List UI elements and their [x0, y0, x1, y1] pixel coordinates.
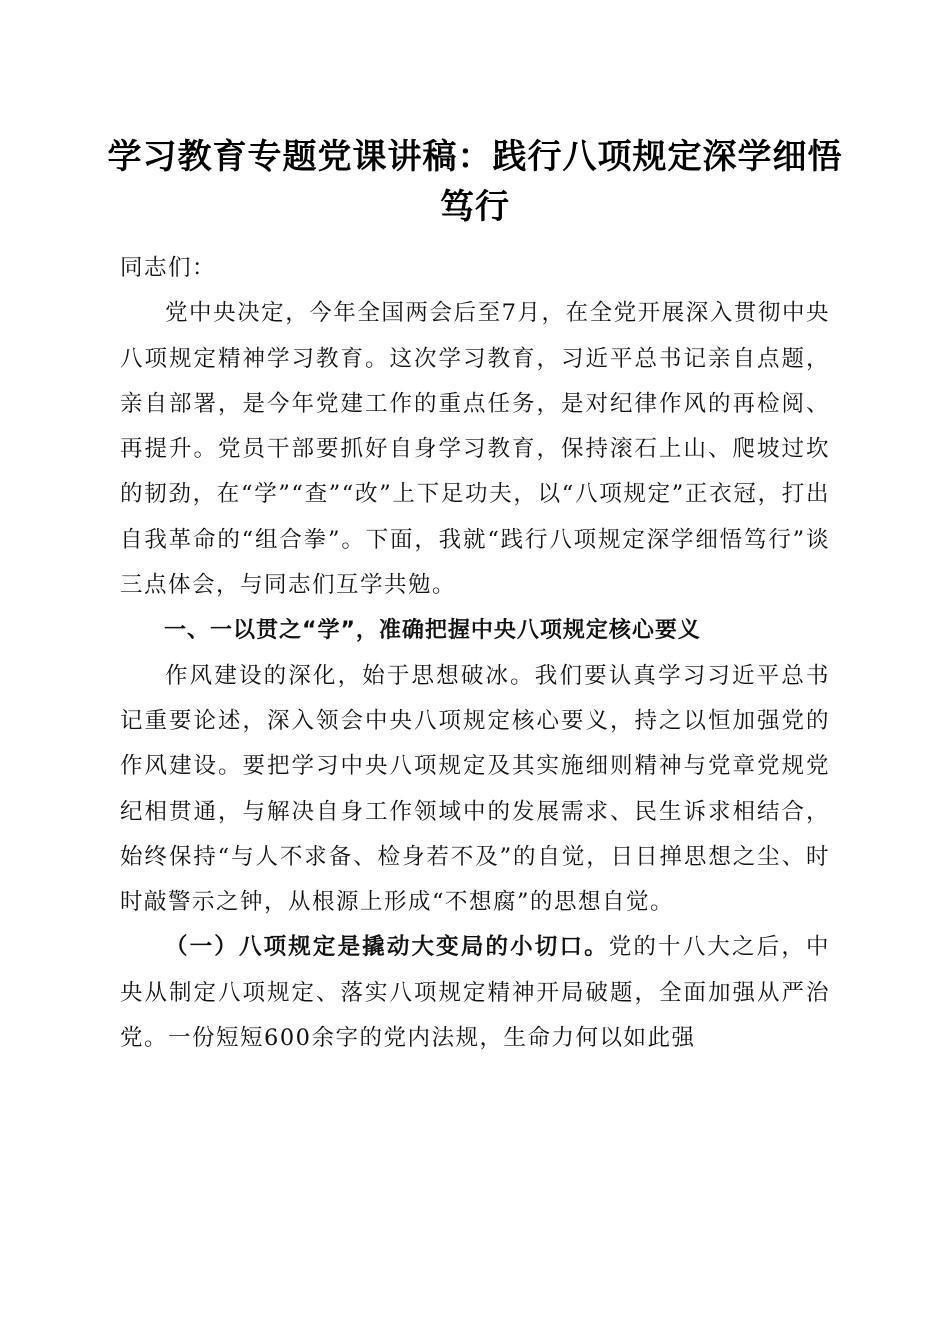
subsection-1-lead: （一）八项规定是撬动大变局的小切口。 — [165, 934, 609, 961]
section-heading-1: 一、一以贯之“学”，准确把握中央八项规定核心要义 — [164, 618, 701, 644]
section-1-paragraph: 作风建设的深化，始于思想破冰。我们要认真学习习近平总书记重要论述，深入领会中央八项规定核心要义，持之以恒加强党的作风建设。要把学习中央八项规定及其实施细则精神与党章党规党纪相贯通，与解决自身工作领域中的发展需求、民生诉求相结合，始终保持“与人不求备、检身若不及”的自觉，日日掸思想之尘、时时敲警示之钟，从根源上形成“不想腐”的思想自觉。 — [120, 662, 830, 916]
subsection-1-paragraph — [120, 925, 830, 1061]
subsection-1-text: 党的十八大之后，中央从制定八项规定、落实八项规定精神开局破题，全面加强从严治党。一份短短600余字的党内法规，生命力何以如此强 — [120, 934, 830, 1052]
document-body — [120, 246, 830, 1061]
intro-paragraph: 党中央决定，今年全国两会后至7月，在全党开展深入贯彻中央八项规定精神学习教育。这次学习教育，习近平总书记亲自点题，亲自部署，是今年党建工作的重点任务，是对纪律作风的再检阅、再提升。党员干部要抓好自身学习教育，保持滚石上山、爬坡过坎的韧劲，在“学”“查”“改”上下足功夫，以“八项规定”正衣冠，打出自我革命的“组合拳”。下面，我就“践行八项规定深学细悟笃行”谈三点体会，与同志们互学共勉。 — [120, 300, 830, 599]
document-title: 学习教育专题党课讲稿：践行八项规定深学细悟笃行 — [107, 137, 843, 227]
salutation: 同志们： — [120, 255, 217, 281]
